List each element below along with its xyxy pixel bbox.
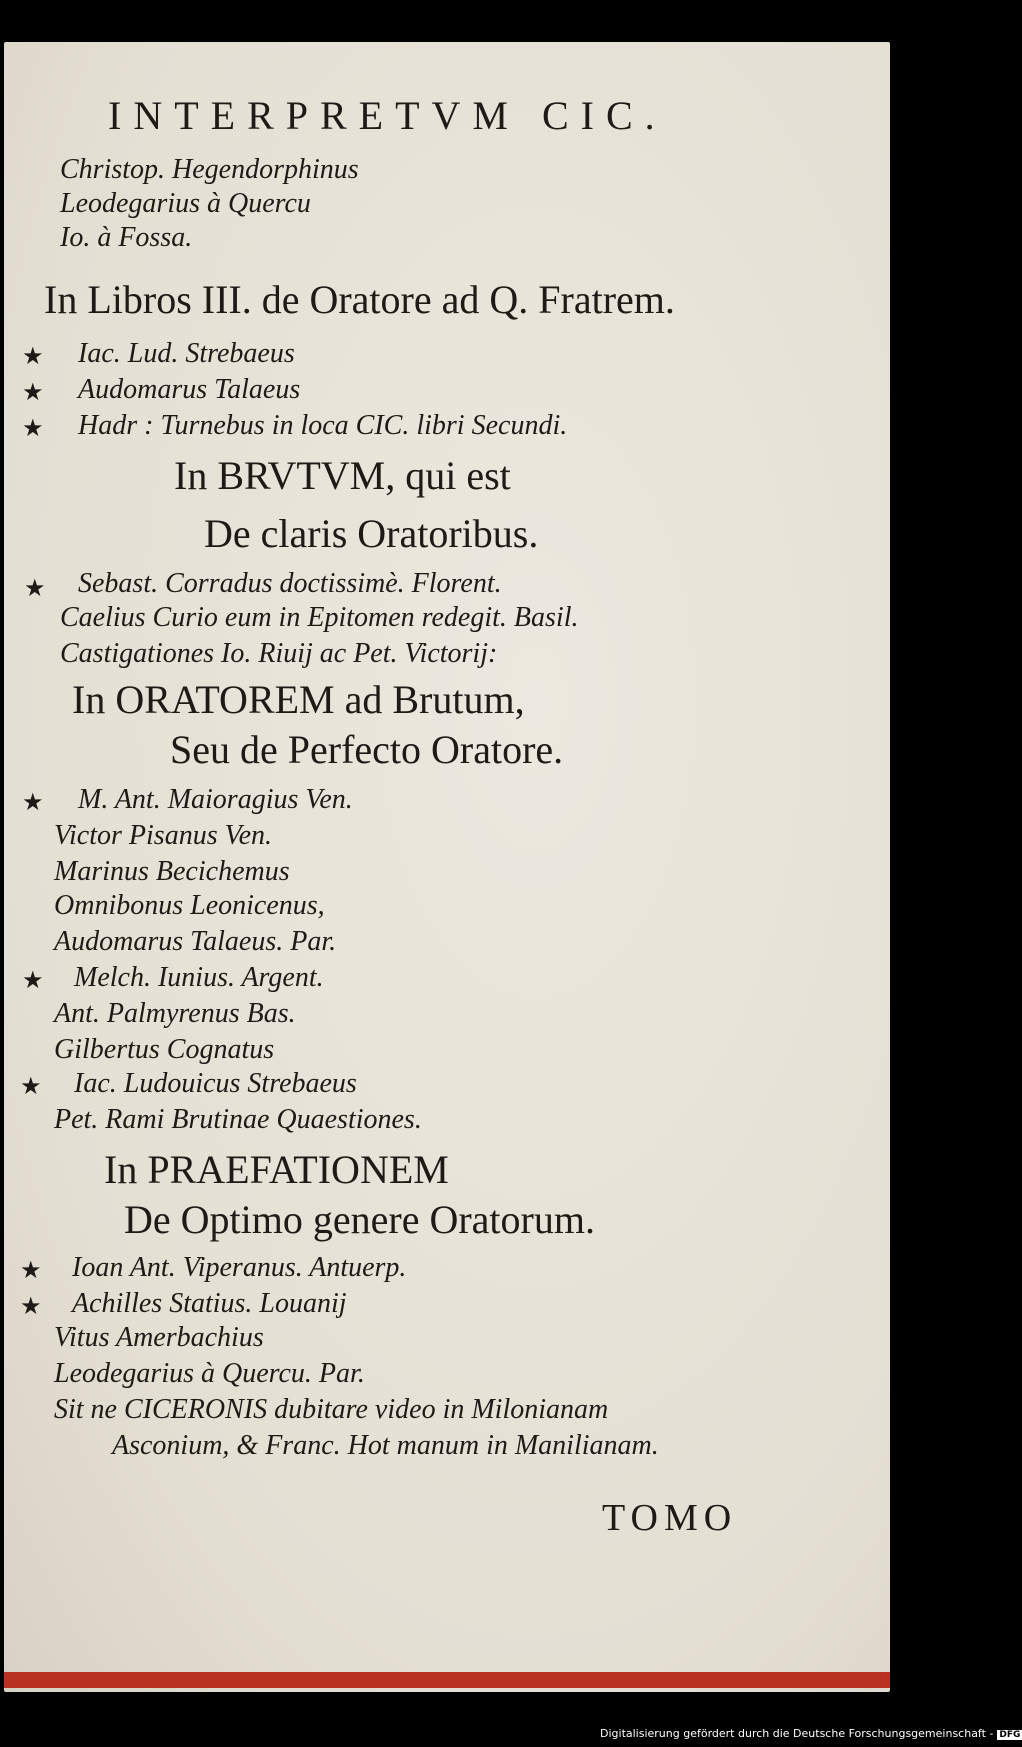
name-line: Asconium, & Franc. Hot manum in Manilianam. — [112, 1430, 659, 1461]
name-line: Audomarus Talaeus. Par. — [54, 926, 337, 957]
star-marker: ★ — [20, 1256, 42, 1284]
page-red-edge — [4, 1672, 890, 1688]
name-line: Sebast. Corradus doctissimè. Florent. — [78, 568, 502, 599]
section-subheading: Seu de Perfecto Oratore. — [170, 727, 564, 772]
section-heading: In ORATOREM ad Brutum, — [72, 677, 525, 722]
name-line: Leodegarius à Quercu — [60, 188, 311, 219]
name-line: Pet. Rami Brutinae Quaestiones. — [54, 1104, 422, 1135]
star-marker: ★ — [22, 342, 44, 370]
star-marker: ★ — [22, 966, 44, 994]
star-marker: ★ — [22, 378, 44, 406]
star-marker: ★ — [20, 1072, 42, 1100]
name-line: Ant. Palmyrenus Bas. — [54, 998, 296, 1029]
name-line: Melch. Iunius. Argent. — [74, 962, 324, 993]
name-line: Ioan Ant. Viperanus. Antuerp. — [72, 1252, 407, 1283]
section-subheading: De Optimo genere Oratorum. — [124, 1197, 595, 1242]
name-line: Victor Pisanus Ven. — [54, 820, 273, 851]
name-line: M. Ant. Maioragius Ven. — [78, 784, 353, 815]
page-title: INTERPRETVM CIC. — [108, 93, 667, 138]
section-heading: In Libros III. de Oratore ad Q. Fratrem. — [44, 277, 675, 322]
name-line: Marinus Becichemus — [54, 856, 290, 887]
name-line: Caelius Curio eum in Epitomen redegit. Basil. — [60, 602, 579, 633]
name-line: Christop. Hegendorphinus — [60, 154, 359, 185]
name-line: Achilles Statius. Louanij — [72, 1288, 347, 1319]
section-heading: In PRAEFATIONEM — [104, 1147, 449, 1192]
name-line: Omnibonus Leonicenus, — [54, 890, 325, 921]
section-subheading: De claris Oratoribus. — [204, 511, 539, 556]
name-line: Leodegarius à Quercu. Par. — [54, 1358, 365, 1389]
star-marker: ★ — [24, 574, 46, 602]
catchword: TOMO — [602, 1497, 738, 1539]
name-line: Io. à Fossa. — [60, 222, 193, 253]
name-line: Audomarus Talaeus — [78, 374, 301, 405]
name-line: Gilbertus Cognatus — [54, 1034, 275, 1065]
name-line: Vitus Amerbachius — [54, 1322, 264, 1353]
footer-text: Digitalisierung gefördert durch die Deutsche Forschungsgemeinschaft - — [600, 1727, 994, 1740]
name-line: Castigationes Io. Riuij ac Pet. Victorij: — [60, 638, 498, 669]
name-line: Hadr : Turnebus in loca CIC. libri Secundi. — [78, 410, 568, 441]
dfg-logo: DFG — [999, 1730, 1021, 1740]
star-marker: ★ — [22, 414, 44, 442]
digitization-footer — [600, 1727, 1022, 1747]
name-line: Sit ne CICERONIS dubitare video in Milonianam — [54, 1394, 609, 1425]
name-line: Iac. Lud. Strebaeus — [78, 338, 295, 369]
star-marker: ★ — [20, 1292, 42, 1320]
name-line: Iac. Ludouicus Strebaeus — [74, 1068, 357, 1099]
section-heading: In BRVTVM, qui est — [174, 453, 511, 498]
star-marker: ★ — [22, 788, 44, 816]
